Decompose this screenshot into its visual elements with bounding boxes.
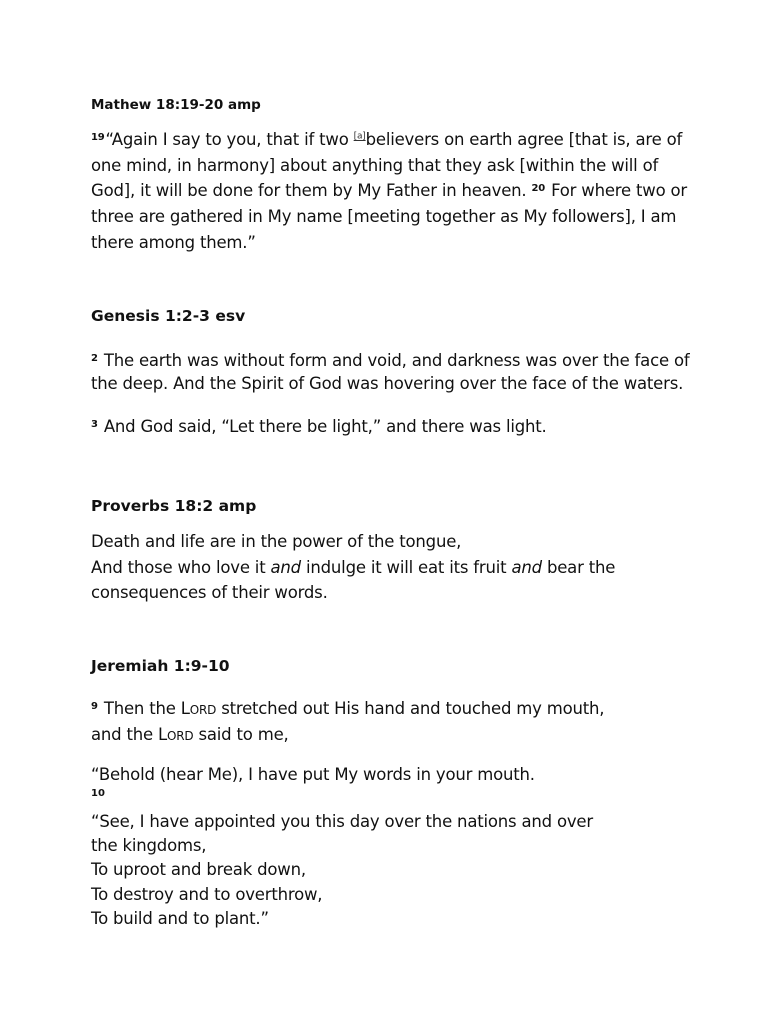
verse-number-9: 9 [91, 700, 98, 712]
lord-smallcaps-2: Lord [158, 724, 194, 744]
heading-matthew: Mathew 18:19-20 amp [91, 97, 261, 113]
verse-20-text: For where two or three are gathered in My name [meeting together as My followers], I am there among them.” [91, 181, 688, 252]
proverbs-line-2-c: bear the consequences of their words. [91, 557, 616, 603]
behold-line: “Behold (hear Me), I have put My words in your mouth. [91, 765, 535, 784]
verse-9-text-b: stretched out His hand and touched my mouth, and the [91, 699, 605, 744]
italic-and-1: and [270, 557, 301, 577]
verse-9-text-c: said to me, [193, 724, 289, 744]
verse-number-19: 19 [91, 131, 105, 143]
verse-number-2: 2 [91, 352, 98, 364]
heading-proverbs: Proverbs 18:2 amp [91, 497, 257, 515]
verse-9-text-a: Then the [103, 699, 181, 718]
verse-3-text: And God said, “Let there be light,” and there was light. [103, 417, 547, 436]
passage-proverbs [91, 529, 691, 606]
verse-number-3: 3 [91, 418, 98, 430]
proverbs-line-2-b: indulge it will eat its fruit [300, 557, 512, 577]
verse-19-text-start: “Again I say to you, that if two [105, 130, 354, 149]
verse-2-text: The earth was without form and void, and darkness was over the face of the deep. And the Spirit of God was hovering over the face of the waters. [91, 351, 690, 393]
verse-10-line-3: To destroy and to overthrow, [91, 884, 323, 904]
verse-10-line-4: To build and to plant.” [91, 908, 269, 928]
verse-10-jeremiah [91, 810, 621, 931]
lord-smallcaps-1: Lord [180, 699, 217, 718]
proverbs-line-2-a: And those who love it [91, 557, 271, 577]
verse-number-10: 10 [91, 788, 105, 799]
verse-2-genesis [91, 349, 691, 395]
verse-9-jeremiah [91, 696, 631, 747]
heading-jeremiah: Jeremiah 1:9-10 [91, 657, 230, 675]
verse-3-genesis [91, 414, 691, 440]
verse-10-line-1: “See, I have appointed you this day over the nations and over the kingdoms, [91, 812, 593, 856]
heading-genesis: Genesis 1:2-3 esv [91, 307, 246, 325]
italic-and-2: and [511, 557, 542, 577]
verse-number-20: 20 [531, 182, 546, 194]
verse-19-text-end: believers on earth agree [that is, are of one mind, in harmony] about anything that they ask [within the will of God], it will be done for them by My Father in heaven. [91, 130, 683, 201]
proverbs-line-1: Death and life are in the power of the tongue, [91, 532, 462, 551]
verse-10-line-2: To uproot and break down, [91, 860, 306, 880]
passage-matthew [91, 127, 691, 256]
footnote-link-a[interactable]: [a] [353, 131, 366, 142]
